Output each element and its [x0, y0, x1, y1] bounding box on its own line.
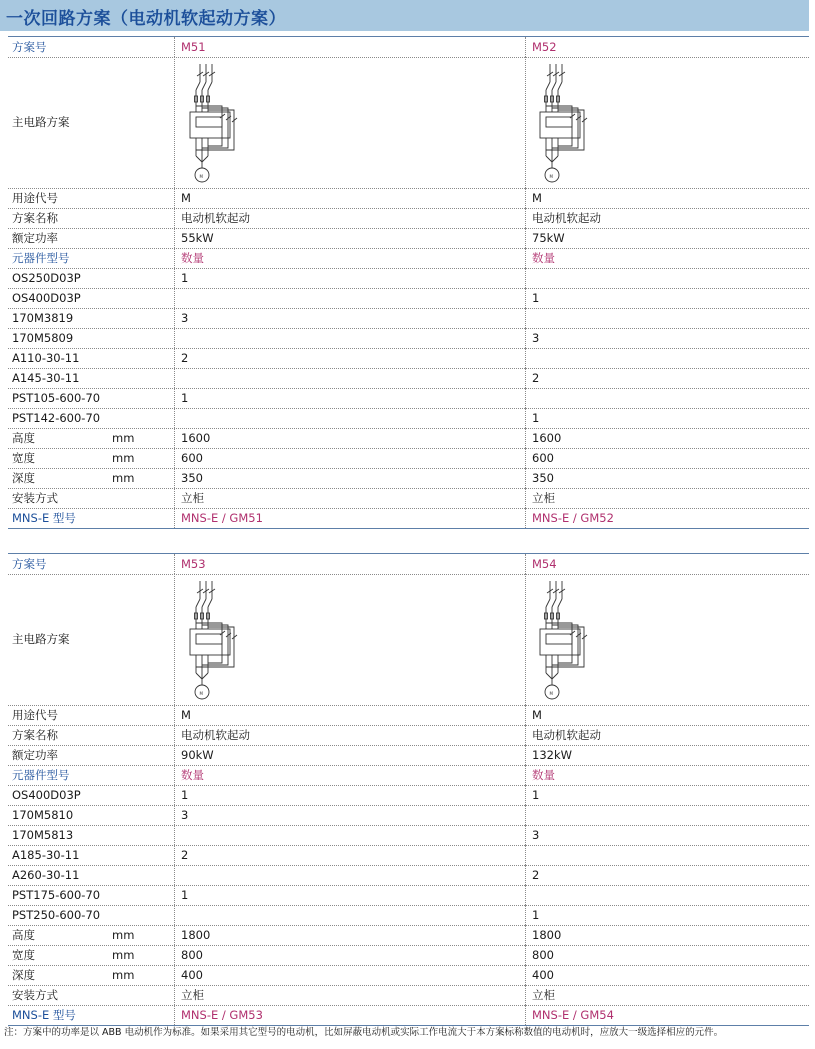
depth-label: 深度 mm	[12, 968, 135, 982]
component-qty: 1	[181, 888, 189, 902]
unit-label: mm	[112, 968, 135, 982]
component-qty: 1	[532, 411, 540, 425]
height-value: 1600	[532, 431, 562, 445]
depth-value: 400	[532, 968, 554, 982]
circuit-diagram	[188, 579, 258, 704]
scheme-no-value: M52	[532, 40, 557, 54]
quantity-label: 数量	[181, 768, 204, 782]
component-qty: 2	[181, 351, 189, 365]
svg-text:M: M	[199, 174, 203, 179]
width-value: 600	[532, 451, 554, 465]
component-qty	[181, 288, 531, 308]
unit-label: mm	[112, 948, 135, 962]
component-row	[8, 825, 809, 846]
main-circuit-row	[8, 56, 809, 189]
component-type: A260-30-11	[12, 868, 80, 882]
quantity-label: 数量	[532, 251, 555, 265]
scheme-name-row	[8, 208, 809, 229]
component-row	[8, 308, 809, 329]
width-value: 600	[181, 451, 203, 465]
component-row	[8, 388, 809, 409]
component-qty: 1	[181, 271, 189, 285]
height-value: 1600	[181, 431, 211, 445]
component-row	[8, 328, 809, 349]
svg-text:M: M	[199, 691, 203, 696]
unit-label: mm	[112, 431, 135, 445]
width-label: 宽度 mm	[12, 948, 135, 962]
component-qty	[181, 408, 531, 428]
rated-power-row-label: 额定功率	[12, 231, 58, 245]
component-row	[8, 905, 809, 926]
scheme-name-row-label: 方案名称	[12, 728, 58, 742]
mounting-label: 安装方式	[12, 491, 58, 505]
component-qty	[181, 825, 531, 845]
circuit-diagram	[538, 579, 608, 704]
scheme-name-row-value: 电动机软起动	[181, 211, 250, 225]
component-type: A110-30-11	[12, 351, 80, 365]
component-type: PST250-600-70	[12, 908, 101, 922]
scheme-no-label: 方案号	[12, 40, 47, 54]
quantity-label: 数量	[181, 251, 204, 265]
component-qty: 2	[532, 371, 540, 385]
rated-power-row-value: 90kW	[181, 748, 214, 762]
main-circuit-label: 主电路方案	[12, 115, 70, 129]
mns-type-label: MNS-E 型号	[12, 1008, 76, 1022]
mns-type-row	[8, 1005, 809, 1026]
component-type: 170M5813	[12, 828, 74, 842]
width-value: 800	[532, 948, 554, 962]
component-header-row	[8, 248, 809, 269]
component-qty	[181, 865, 531, 885]
component-qty	[532, 388, 809, 408]
depth-value: 400	[181, 968, 203, 982]
usage-code-row-value: M	[532, 708, 542, 722]
component-row	[8, 865, 809, 886]
component-qty	[532, 885, 809, 905]
unit-label: mm	[112, 928, 135, 942]
usage-code-row-label: 用途代号	[12, 708, 58, 722]
scheme-name-row-label: 方案名称	[12, 211, 58, 225]
component-qty: 3	[181, 808, 189, 822]
scheme-name-row-value: 电动机软起动	[532, 728, 601, 742]
height-value: 1800	[532, 928, 562, 942]
quantity-label: 数量	[532, 768, 555, 782]
component-row	[8, 288, 809, 309]
component-row	[8, 348, 809, 369]
height-label: 高度 mm	[12, 928, 135, 942]
component-qty: 1	[532, 908, 540, 922]
unit-label: mm	[112, 451, 135, 465]
depth-row	[8, 468, 809, 489]
component-type: PST142-600-70	[12, 411, 101, 425]
component-row	[8, 885, 809, 906]
component-type: OS400D03P	[12, 291, 81, 305]
width-row	[8, 448, 809, 469]
component-header-row	[8, 765, 809, 786]
unit-label: mm	[112, 471, 135, 485]
mounting-value: 立柜	[181, 491, 204, 505]
component-type-label: 元器件型号	[12, 251, 70, 265]
width-value: 800	[181, 948, 203, 962]
scheme-name-row-value: 电动机软起动	[532, 211, 601, 225]
component-row	[8, 368, 809, 389]
component-type: OS250D03P	[12, 271, 81, 285]
component-type: A185-30-11	[12, 848, 80, 862]
usage-code-row	[8, 705, 809, 726]
rated-power-row-value: 55kW	[181, 231, 214, 245]
height-row	[8, 428, 809, 449]
rated-power-row-value: 132kW	[532, 748, 572, 762]
height-row	[8, 925, 809, 946]
rated-power-row-value: 75kW	[532, 231, 565, 245]
title-bar	[0, 0, 809, 31]
component-qty: 1	[181, 391, 189, 405]
usage-code-row-value: M	[532, 191, 542, 205]
height-label: 高度 mm	[12, 431, 135, 445]
scheme-name-row	[8, 725, 809, 746]
component-qty: 3	[532, 331, 540, 345]
component-type: 170M5810	[12, 808, 74, 822]
component-type: 170M5809	[12, 331, 74, 345]
component-qty	[181, 328, 531, 348]
height-value: 1800	[181, 928, 211, 942]
scheme-no-value: M53	[181, 557, 206, 571]
width-label: 宽度 mm	[12, 451, 135, 465]
component-qty	[532, 348, 809, 368]
mounting-value: 立柜	[181, 988, 204, 1002]
svg-text:M: M	[549, 691, 553, 696]
component-qty	[181, 368, 531, 388]
component-qty: 1	[532, 788, 540, 802]
mounting-value: 立柜	[532, 988, 555, 1002]
component-qty: 1	[532, 291, 540, 305]
component-qty	[532, 308, 809, 328]
circuit-diagram	[188, 62, 258, 187]
mns-type-value: MNS-E / GM52	[532, 511, 614, 525]
component-qty: 3	[532, 828, 540, 842]
component-type: PST105-600-70	[12, 391, 101, 405]
component-qty: 1	[181, 788, 189, 802]
mounting-label: 安装方式	[12, 988, 58, 1002]
component-qty	[532, 805, 809, 825]
mns-type-label: MNS-E 型号	[12, 511, 76, 525]
component-qty	[532, 268, 809, 288]
component-qty: 2	[532, 868, 540, 882]
component-type-label: 元器件型号	[12, 768, 70, 782]
main-circuit-label: 主电路方案	[12, 632, 70, 646]
scheme-no-value: M51	[181, 40, 206, 54]
rated-power-row	[8, 745, 809, 766]
page-title: 一次回路方案（电动机软起动方案）	[6, 9, 286, 29]
mns-type-value: MNS-E / GM54	[532, 1008, 614, 1022]
component-type: A145-30-11	[12, 371, 80, 385]
component-qty: 3	[181, 311, 189, 325]
mounting-row	[8, 985, 809, 1006]
footnote: 注：方案中的功率是以 ABB 电动机作为标准。如果采用其它型号的电动机，比如屏蔽电动机或实际工作电流大于本方案标称数值的电动机时，应放大一级选择相应的元件。	[4, 1027, 724, 1038]
rated-power-row	[8, 228, 809, 249]
component-row	[8, 805, 809, 826]
component-type: PST175-600-70	[12, 888, 101, 902]
usage-code-row	[8, 188, 809, 209]
scheme-no-value: M54	[532, 557, 557, 571]
usage-code-row-label: 用途代号	[12, 191, 58, 205]
scheme-number-row	[8, 36, 809, 58]
component-row	[8, 268, 809, 289]
rated-power-row-label: 额定功率	[12, 748, 58, 762]
depth-value: 350	[181, 471, 203, 485]
main-circuit-row	[8, 573, 809, 706]
depth-value: 350	[532, 471, 554, 485]
mns-type-value: MNS-E / GM51	[181, 511, 263, 525]
width-row	[8, 945, 809, 966]
mounting-value: 立柜	[532, 491, 555, 505]
scheme-number-row	[8, 553, 809, 575]
svg-text:M: M	[549, 174, 553, 179]
component-row	[8, 408, 809, 429]
component-type: 170M3819	[12, 311, 74, 325]
mounting-row	[8, 488, 809, 509]
mns-type-value: MNS-E / GM53	[181, 1008, 263, 1022]
component-qty	[181, 905, 531, 925]
depth-label: 深度 mm	[12, 471, 135, 485]
depth-row	[8, 965, 809, 986]
scheme-name-row-value: 电动机软起动	[181, 728, 250, 742]
component-qty: 2	[181, 848, 189, 862]
usage-code-row-value: M	[181, 708, 191, 722]
circuit-diagram	[538, 62, 608, 187]
scheme-no-label: 方案号	[12, 557, 47, 571]
component-qty	[532, 845, 809, 865]
component-type: OS400D03P	[12, 788, 81, 802]
usage-code-row-value: M	[181, 191, 191, 205]
mns-type-row	[8, 508, 809, 529]
component-row	[8, 785, 809, 806]
component-row	[8, 845, 809, 866]
